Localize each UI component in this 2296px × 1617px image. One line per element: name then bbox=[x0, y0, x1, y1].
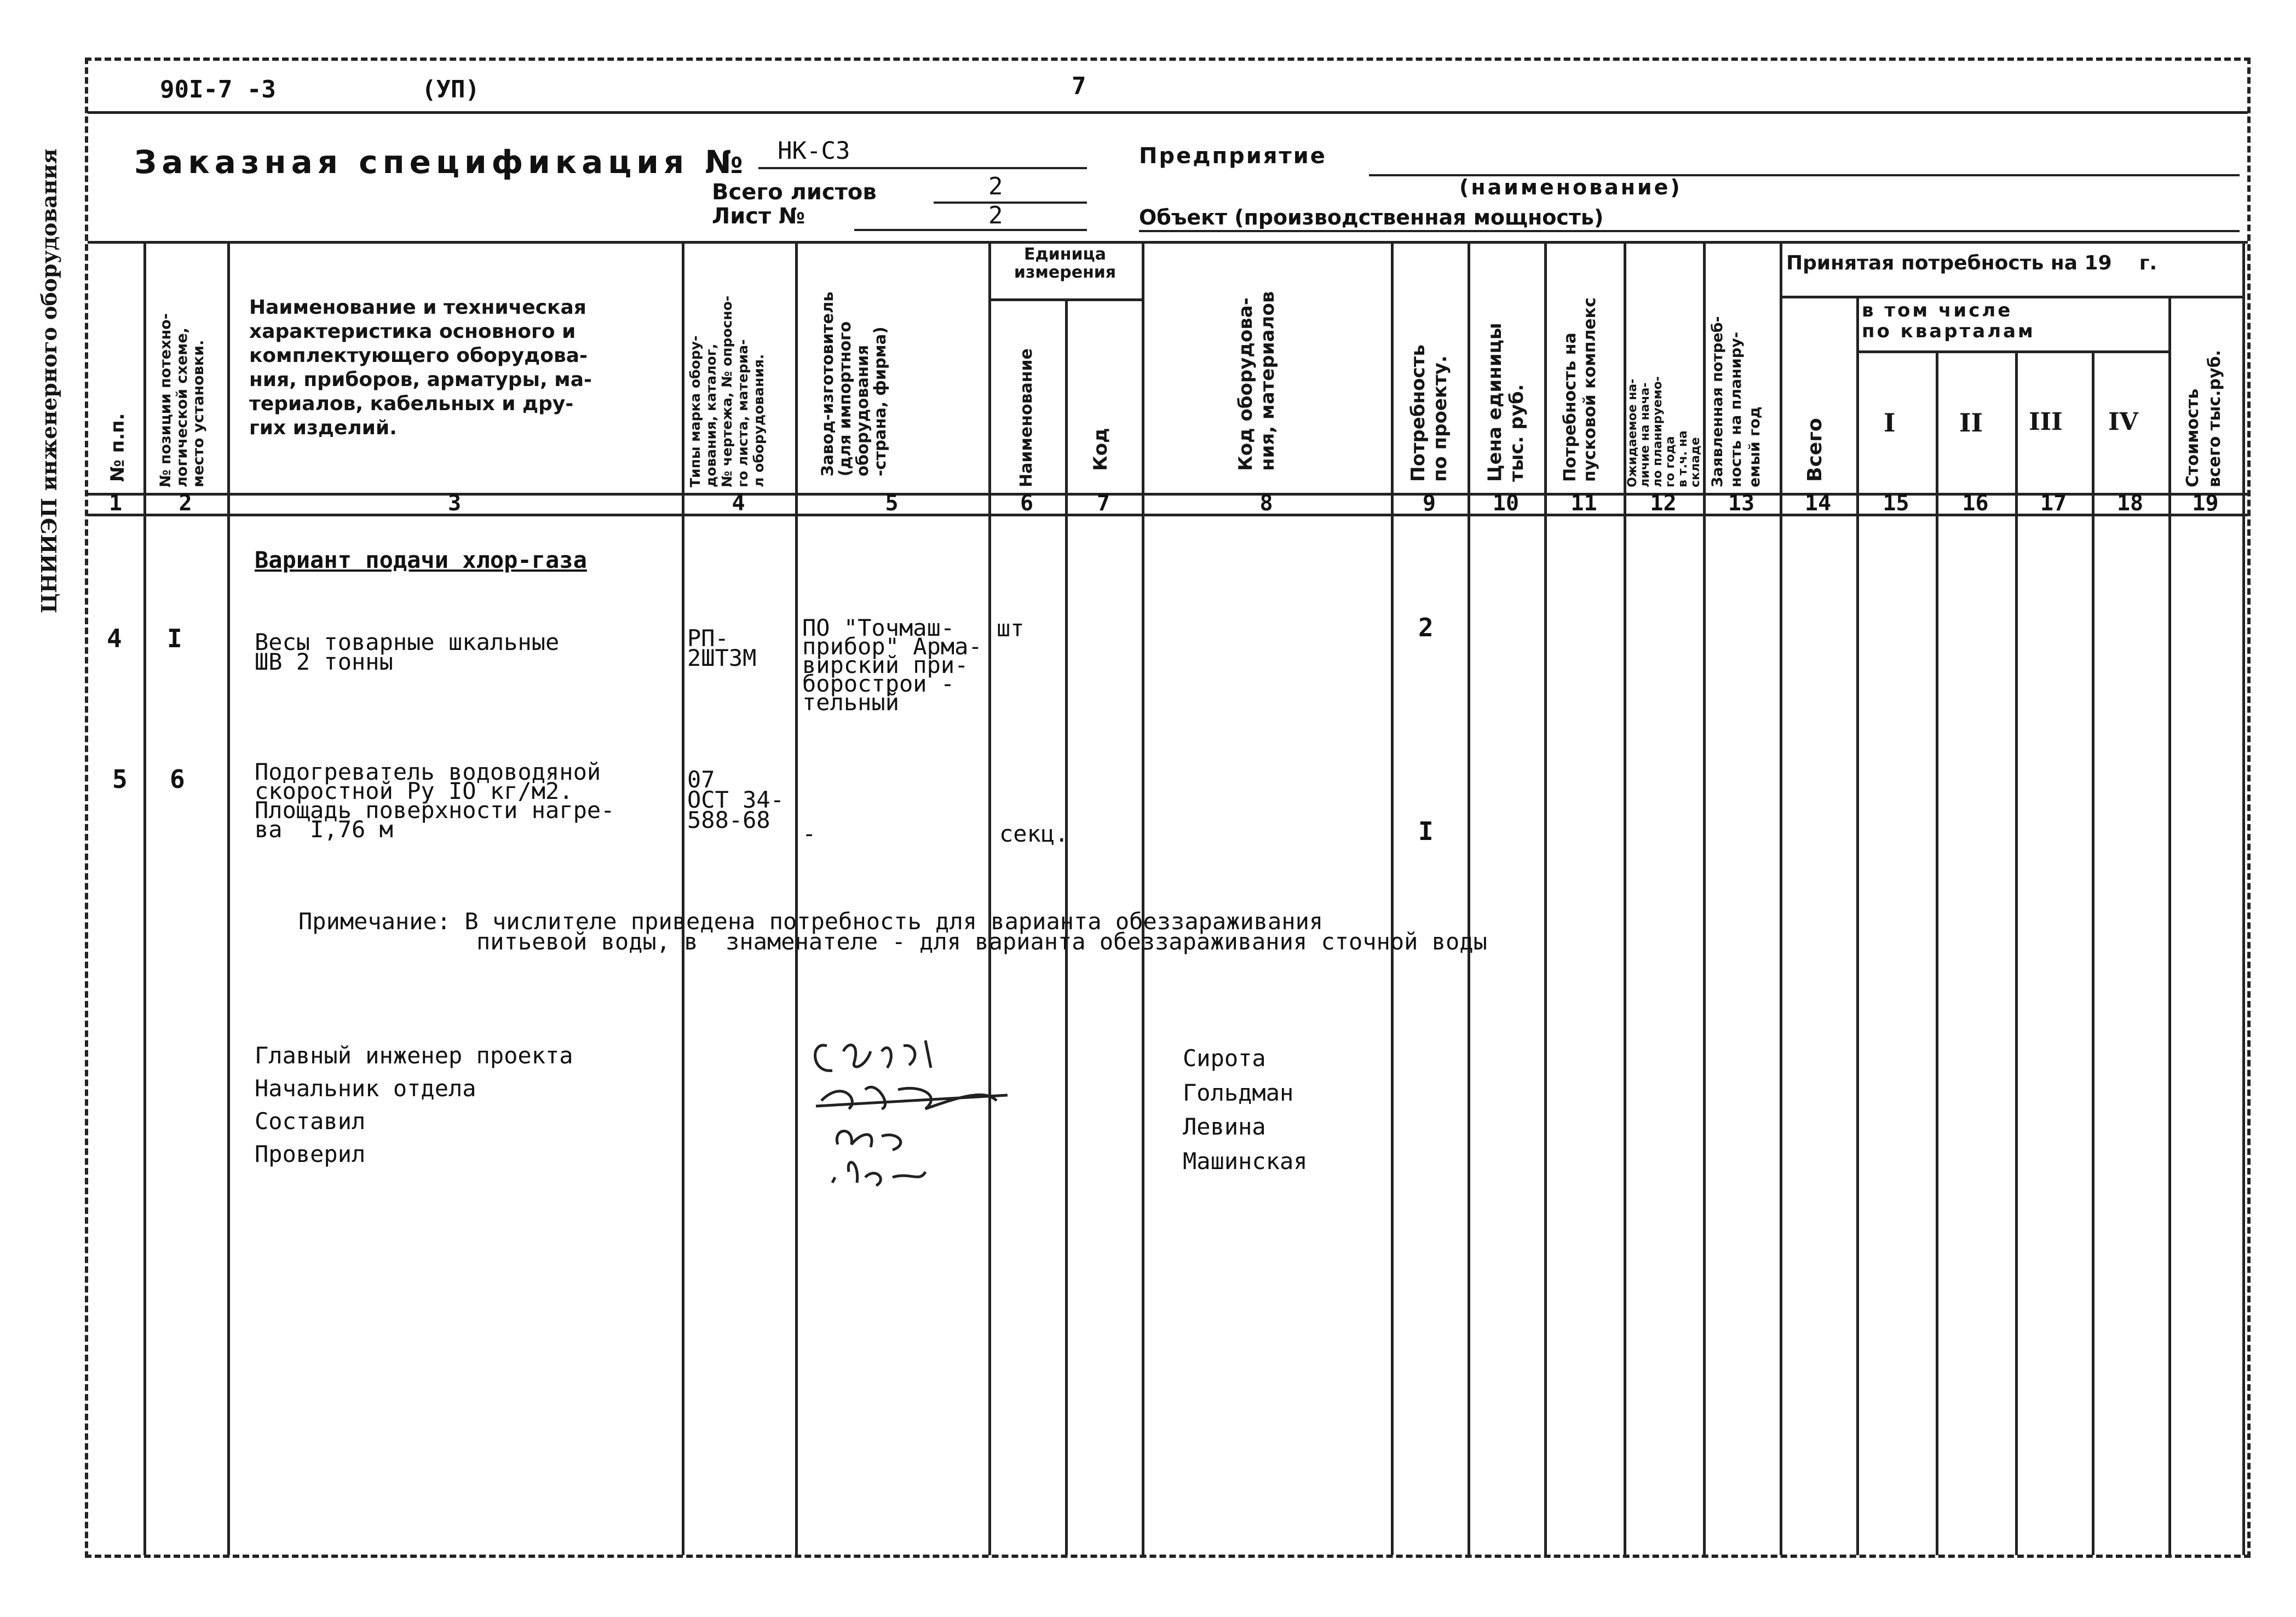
row2-maker: - bbox=[802, 820, 816, 847]
accepted-group-divider bbox=[1780, 296, 2245, 298]
col-line bbox=[1391, 241, 1394, 1555]
col-line bbox=[2092, 350, 2094, 1555]
unit-group-divider bbox=[988, 298, 1142, 301]
colnum-14: 14 bbox=[1804, 491, 1832, 516]
row2-pos: 6 bbox=[170, 764, 185, 794]
col-line bbox=[795, 241, 798, 1555]
colnum-1: 1 bbox=[108, 491, 123, 516]
col-line bbox=[1780, 241, 1782, 1555]
spec-number-underline bbox=[758, 167, 1087, 169]
colnum-6: 6 bbox=[1020, 491, 1034, 516]
spec-number: НК-СЗ bbox=[778, 137, 850, 165]
doc-title: Заказная спецификация № bbox=[134, 143, 749, 181]
total-sheets-underline bbox=[934, 202, 1087, 204]
col-line bbox=[988, 241, 991, 1555]
col-line bbox=[1856, 296, 1859, 1555]
total-sheets-value: 2 bbox=[988, 172, 1003, 200]
sign-name-compiled: Левина bbox=[1183, 1113, 1266, 1140]
quarter-group-header: в том числе по кварталам bbox=[1862, 300, 2035, 342]
q2-header: II bbox=[1959, 408, 1983, 438]
col-line bbox=[227, 241, 230, 1555]
table-top-border bbox=[88, 241, 2248, 244]
handwritten-signatures bbox=[799, 1018, 1040, 1199]
col8-header: Код оборудова- ния, материалов bbox=[1235, 291, 1279, 471]
col13-header: Заявленная потреб- ность на планиру- емый год bbox=[1709, 316, 1763, 487]
col10-header: Цена единицы тыс. руб. bbox=[1484, 323, 1528, 482]
doc-code: 90I-7 -3 bbox=[160, 76, 276, 103]
colnum-4: 4 bbox=[732, 491, 745, 516]
col-line bbox=[1936, 350, 1938, 1555]
row2-type: 07 ОСТ 34- 588-68 bbox=[687, 766, 785, 833]
col-line bbox=[2015, 350, 2018, 1555]
col12-header: Ожидаемое на- личие на нача- ло планируемо- го года в т.ч. на складе bbox=[1626, 376, 1702, 487]
colnum-7: 7 bbox=[1096, 491, 1110, 516]
col9-header: Потребность по проекту. bbox=[1407, 344, 1451, 482]
q1-header: I bbox=[1884, 408, 1896, 438]
row1-maker: ПО "Точмаш- прибор" Арма- вирский при- борострои - тельный bbox=[802, 614, 982, 716]
sheet-value: 2 bbox=[988, 202, 1003, 229]
col6-header: Наименование bbox=[1017, 348, 1036, 487]
sign-name-checked: Машинская bbox=[1183, 1148, 1308, 1175]
col19-header: Стоимость всего тыс.руб. bbox=[2183, 350, 2224, 487]
note-line1: Примечание: В числителе приведена потребность для варианта обеззараживания bbox=[298, 908, 1323, 935]
sign-role-compiled: Составил bbox=[255, 1108, 366, 1135]
col4-header: Типы марка обору- дования, каталог, № чертежа, № опросно- го листа, материа- л оборудования. bbox=[687, 295, 767, 487]
section-title: Вариант подачи хлор-газа bbox=[255, 546, 587, 573]
sign-role-department-head: Начальник отдела bbox=[255, 1075, 476, 1102]
col3-header: Наименование и техническая характеристика основного и комплектующего оборудова- ния, приборов, арматуры, ма- териалов, кабельных и дру- гих изделий. bbox=[249, 296, 592, 439]
accepted-group-header: Принятая потребность на 19 г. bbox=[1786, 252, 2157, 274]
col-line bbox=[682, 241, 684, 1555]
colnum-16: 16 bbox=[1962, 491, 1989, 516]
sign-name-department-head: Гольдман bbox=[1183, 1079, 1294, 1106]
quarter-group-divider bbox=[1856, 350, 2168, 353]
col-line bbox=[1703, 241, 1706, 1555]
colnum-19: 19 bbox=[2192, 491, 2219, 516]
colnum-11: 11 bbox=[1570, 491, 1597, 516]
doc-album: (УП) bbox=[422, 76, 480, 103]
row2-need: I bbox=[1418, 816, 1434, 846]
name-caption: (наименование) bbox=[1459, 175, 1682, 199]
unit-group-header: Единица измерения bbox=[1014, 245, 1117, 282]
sheet-underline bbox=[854, 229, 1087, 231]
col11-header: Потребность на пусковой комплекс bbox=[1561, 297, 1599, 482]
row2-name: Подогреватель водоводяной скоростной Ру IO кг/м2. Площадь поверхности нагре- ва I,76 м bbox=[255, 758, 615, 843]
col-line bbox=[143, 241, 146, 1555]
colnum-3: 3 bbox=[447, 491, 462, 516]
enterprise-label: Предприятие bbox=[1139, 143, 1327, 169]
row2-pp: 5 bbox=[112, 764, 128, 794]
sign-role-chief-engineer: Главный инженер проекта bbox=[255, 1042, 573, 1069]
sheet-label: Лист № bbox=[712, 204, 805, 229]
col-line bbox=[1544, 241, 1547, 1555]
object-underline bbox=[1139, 230, 2240, 232]
row1-name: Весы товарные шкальные ШВ 2 тонны bbox=[255, 629, 560, 675]
colnum-9: 9 bbox=[1422, 491, 1436, 516]
side-organization-label: ЦНИИЭП инженерного оборудования bbox=[37, 148, 61, 613]
colnum-5: 5 bbox=[885, 491, 899, 516]
q4-header: IV bbox=[2108, 408, 2138, 436]
col7-header: Код bbox=[1090, 428, 1112, 471]
row1-need: 2 bbox=[1418, 613, 1434, 642]
sign-name-chief-engineer: Сирота bbox=[1183, 1045, 1266, 1072]
colnum-15: 15 bbox=[1883, 491, 1909, 516]
colnum-18: 18 bbox=[2116, 491, 2144, 516]
object-label: Объект (производственная мощность) bbox=[1139, 205, 1604, 229]
colnum-10: 10 bbox=[1492, 491, 1520, 516]
col-line bbox=[2242, 241, 2245, 1555]
row2-unit: секц. bbox=[999, 820, 1069, 847]
col14-header: Всего bbox=[1804, 418, 1826, 482]
col-line bbox=[1142, 241, 1144, 1555]
row1-pos: I bbox=[167, 624, 182, 653]
total-sheets-label: Всего листов bbox=[712, 180, 877, 205]
top-divider bbox=[88, 111, 2248, 114]
colnum-12: 12 bbox=[1650, 491, 1677, 516]
col5-header: Завод-изготовитель (для импортного оборудования -страна, фирма) bbox=[818, 291, 889, 476]
col1-header: № п.п. bbox=[107, 413, 129, 482]
page-number: 7 bbox=[1072, 72, 1086, 100]
colnum-8: 8 bbox=[1259, 491, 1273, 516]
row1-unit: шт bbox=[997, 615, 1025, 642]
row1-pp: 4 bbox=[107, 624, 122, 653]
colnum-2: 2 bbox=[179, 491, 192, 516]
note-line2: питьевой воды, в знаменателе - для варианта обеззараживания сточной воды bbox=[476, 928, 1487, 955]
col2-header: № позиции потехно- логической схеме, место установки. bbox=[157, 313, 207, 487]
colnum-17: 17 bbox=[2040, 491, 2067, 516]
colnum-13: 13 bbox=[1728, 491, 1755, 516]
col-line bbox=[1468, 241, 1470, 1555]
col-line bbox=[2168, 296, 2171, 1555]
q3-header: III bbox=[2029, 408, 2063, 436]
sign-role-checked: Проверил bbox=[255, 1141, 366, 1167]
row1-type: РП- 2ШТ3М bbox=[687, 625, 757, 671]
